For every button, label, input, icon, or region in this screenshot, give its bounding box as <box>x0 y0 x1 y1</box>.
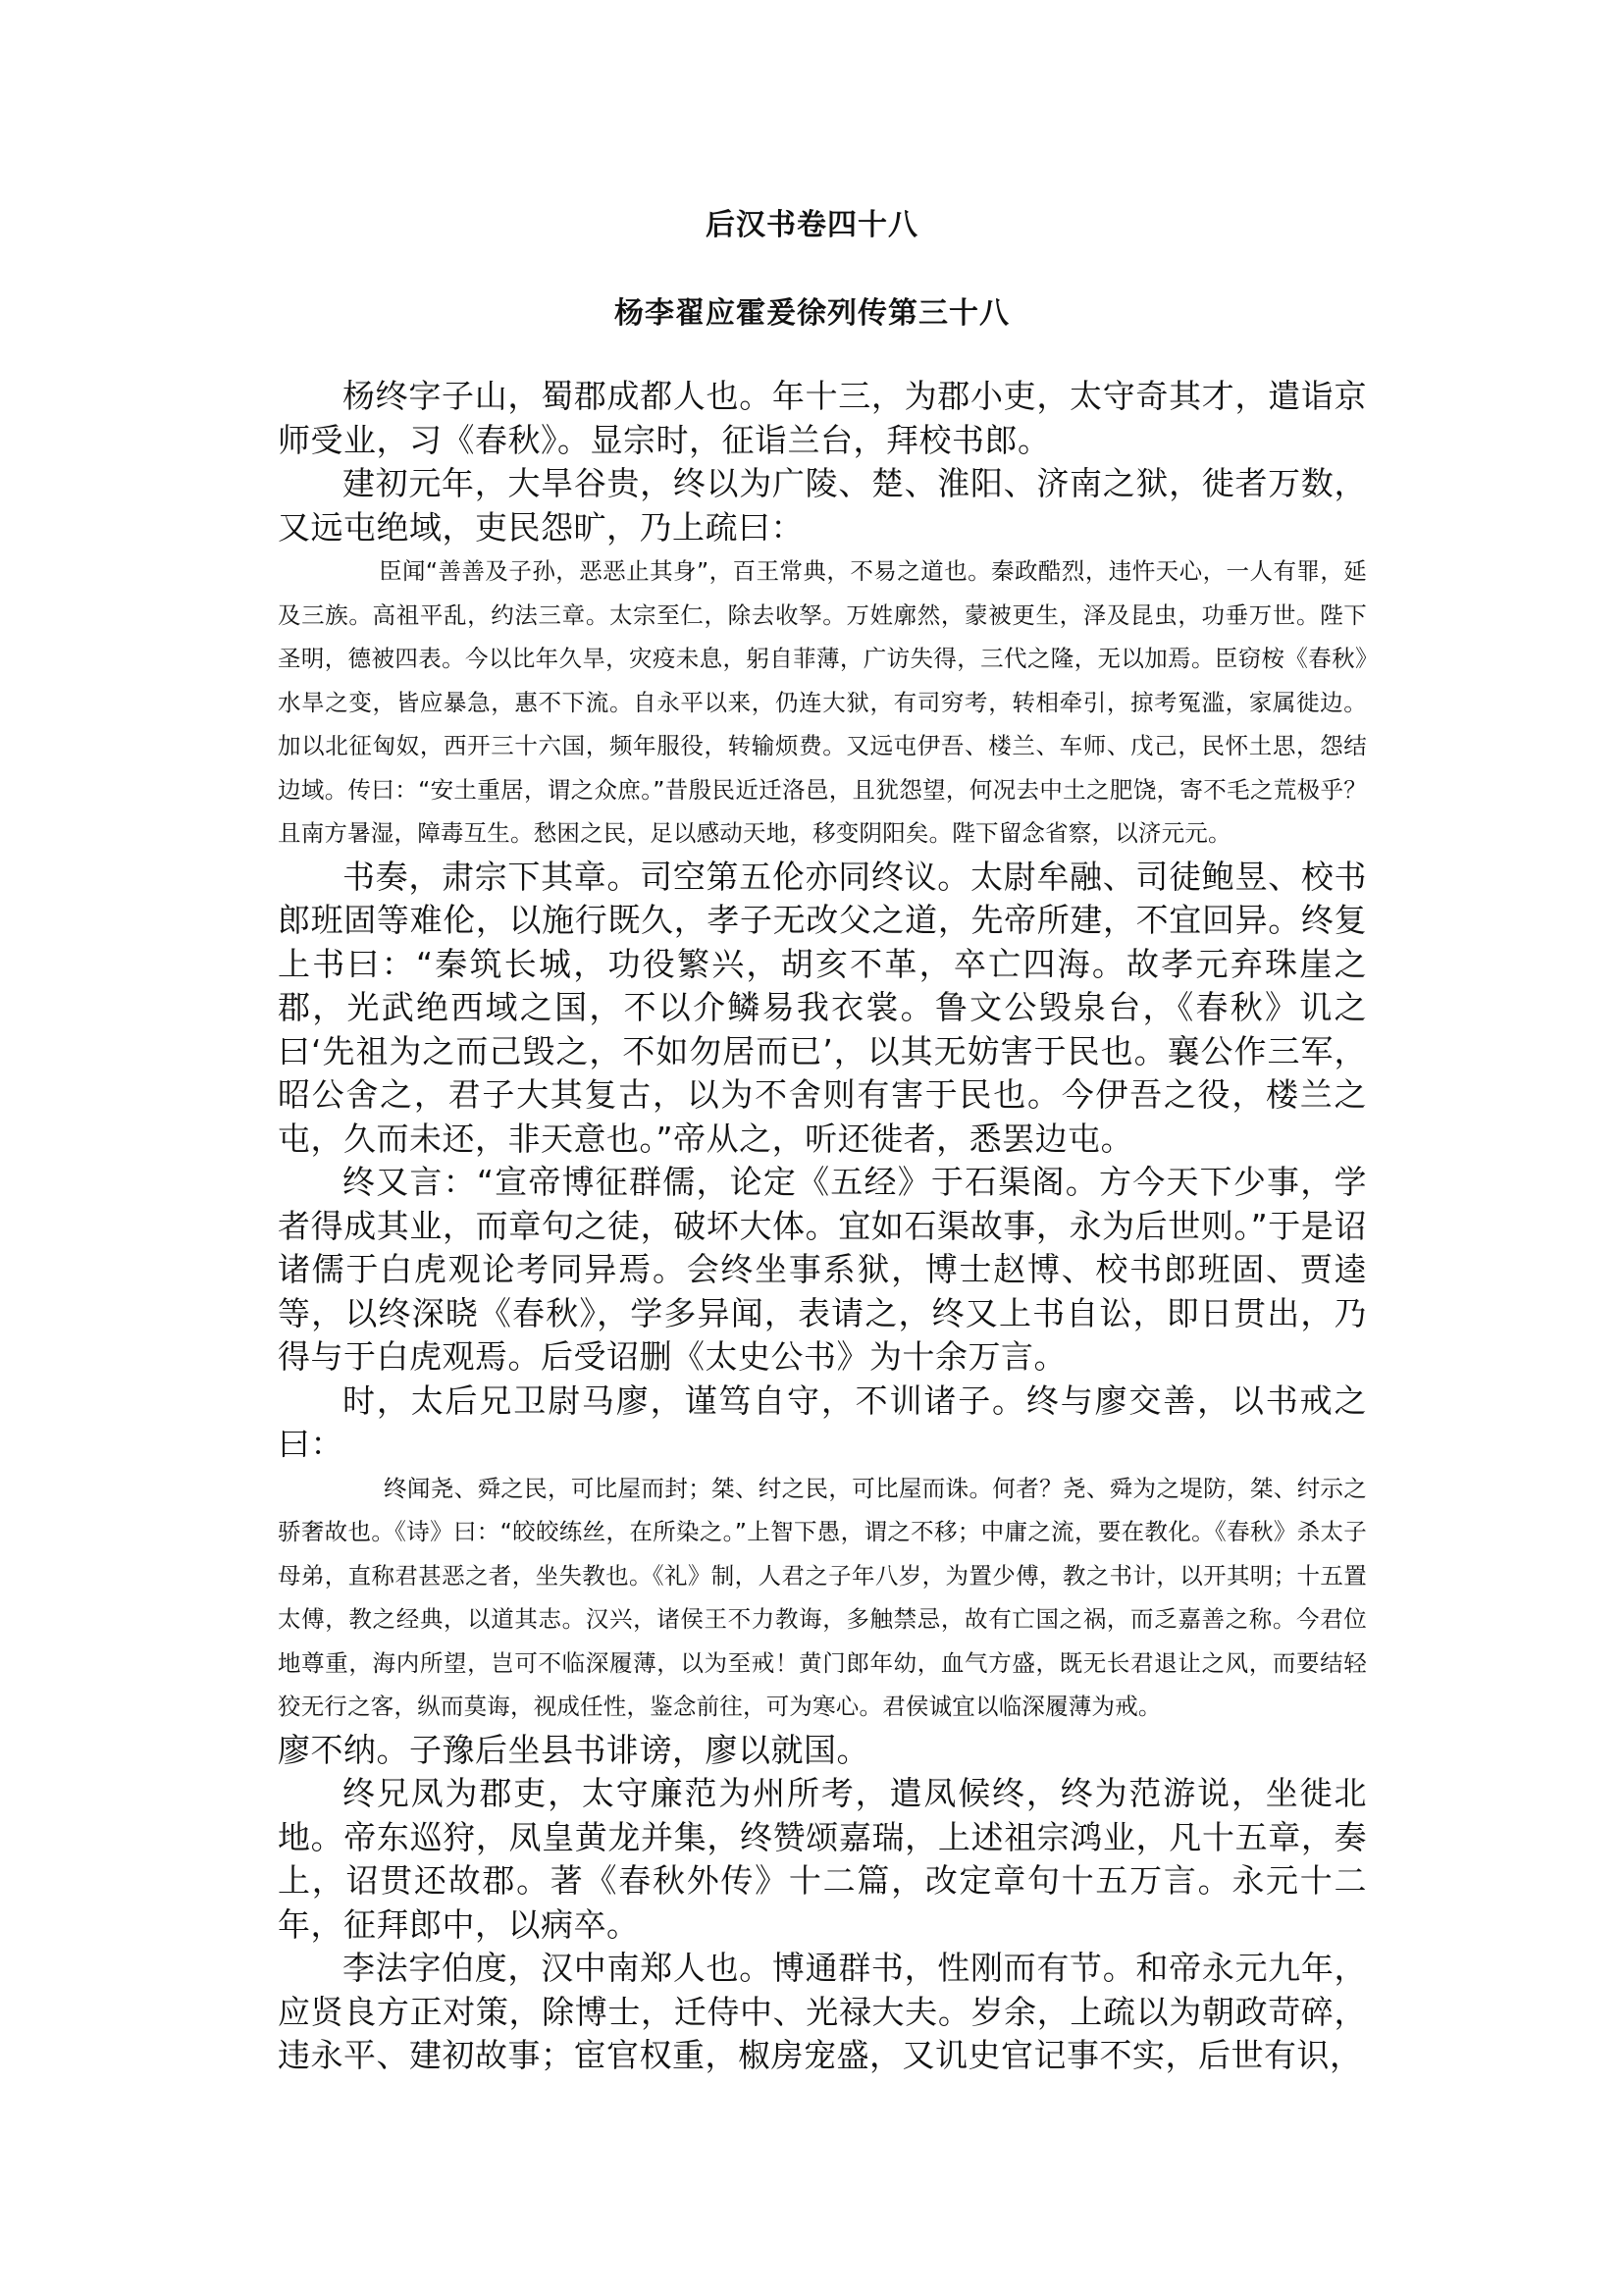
volume-title: 后汉书卷四十八 <box>706 208 918 242</box>
document-body <box>278 375 1367 2078</box>
paragraph-ma-liao: 时，太后兄卫尉马廖，谨笃自守，不训诸子。终与廖交善，以书戒之曰： <box>278 1381 1367 1463</box>
paragraph-liao-refuses: 廖不纳。子豫后坐县书诽谤，廖以就国。 <box>278 1730 869 1769</box>
paragraph-brother-feng: 终兄凤为郡吏，太守廉范为州所考，遣凤候终，终为范游说，坐徙北地。帝东巡狩，凤皇黄龙并集，终赞颂嘉瑞，上述祖宗鸿业，凡十五章，奏上，诏贯还故郡。著《春秋外传》十二篇，改定章句十五万言。永元十二年，征拜郎中，以病卒。 <box>278 1774 1367 1944</box>
paragraph-jianchu-drought: 建初元年，大旱谷贵，终以为广陵、楚、淮阳、济南之狱，徙者万数，又远屯绝域，吏民怨旷，乃上疏曰： <box>278 464 1367 547</box>
paragraph-yang-zhong-intro: 杨终字子山，蜀郡成都人也。年十三，为郡小吏，太守奇其才，遣诣京师受业，习《春秋》。显宗时，征诣兰台，拜校书郎。 <box>278 377 1367 459</box>
memorial-quote-1: 臣闻“善善及子孙，恶恶止其身”，百王常典，不易之道也。秦政酷烈，违忤天心，一人有罪，延及三族。高祖平乱，约法三章。太宗至仁，除去收孥。万姓廓然，蒙被更生，泽及昆虫，功垂万世。陛下圣明，德被四表。今以比年久旱，灾疫未息，躬自菲薄，广访失得，三代之隆，无以加焉。臣窃桉《春秋》水旱之变，皆应暴急，惠不下流。自永平以来，仍连大狱，有司穷考，转相牵引，掠考冤滥，家属徙边。加以北征匈奴，西开三十六国，频年服役，转输烦费。又远屯伊吾、楼兰、车师、戊己，民怀土思，怨结边域。传曰：“安土重居，谓之众庶。”昔殷民近迁洛邑，且犹怨望，何况去中土之肥饶，寄不毛之荒极乎？且南方暑湿，障毒互生。愁困之民，足以感动天地，移变阴阳矣。陛下留念省察，以济元元。 <box>278 557 1367 847</box>
paragraph-baihu-guan: 终又言：“宣帝博征群儒，论定《五经》于石渠阁。方今天下少事，学者得成其业，而章句之徒，破坏大体。宜如石渠故事，永为后世则。”于是诏诸儒于白虎观论考同异焉。会终坐事系狱，博士赵博、校书郎班固、贾逵等，以终深晓《春秋》，学多异闻，表请之，终又上书自讼，即日贯出，乃得与于白虎观焉。后受诏删《太史公书》为十余万言。 <box>278 1163 1367 1376</box>
paragraph-memorial-response: 书奏，肃宗下其章。司空第五伦亦同终议。太尉牟融、司徒鲍昱、校书郎班固等难伦，以施行既久，孝子无改父之道，先帝所建，不宜回异。终复上书曰：“秦筑长城，功役繁兴，胡亥不革，卒亡四海。故孝元弃珠崖之郡，光武绝西域之国，不以介鳞易我衣裳。鲁文公毁泉台，《春秋》讥之曰‘先祖为之而己毁之，不如勿居而已’，以其无妨害于民也。襄公作三军，昭公舍之，君子大其复古，以为不舍则有害于民也。今伊吾之役，楼兰之屯，久而未还，非天意也。”帝从之，听还徙者，悉罢边屯。 <box>278 857 1367 1158</box>
paragraph-li-fa: 李法字伯度，汉中南郑人也。博通群书，性刚而有节。和帝永元九年，应贤良方正对策，除博士，迁侍中、光禄大夫。岁余，上疏以为朝政苛碎，违永平、建初故事；宦官权重，椒房宠盛，又讥史官记事不实，后世有识， <box>278 1949 1367 2074</box>
letter-quote-2: 终闻尧、舜之民，可比屋而封；桀、纣之民，可比屋而诛。何者？尧、舜为之堤防，桀、纣示之骄奢故也。《诗》曰：“皎皎练丝，在所染之。”上智下愚，谓之不移；中庸之流，要在教化。《春秋》杀太子母弟，直称君甚恶之者，坐失教也。《礼》制，人君之子年八岁，为置少傅，教之书计，以开其明；十五置太傅，教之经典，以道其志。汉兴，诸侯王不力教诲，多触禁忌，故有亡国之祸，而乏嘉善之称。今君位地尊重，海内所望，岂可不临深履薄，以为至戒！黄门郎年幼，血气方盛，既无长君退让之风，而要结轻狡无行之客，纵而莫诲，视成任性，鉴念前往，可为寒心。君侯诚宜以临深履薄为戒。 <box>278 1474 1367 1720</box>
chapter-title: 杨李翟应霍爰徐列传第三十八 <box>614 296 1010 331</box>
